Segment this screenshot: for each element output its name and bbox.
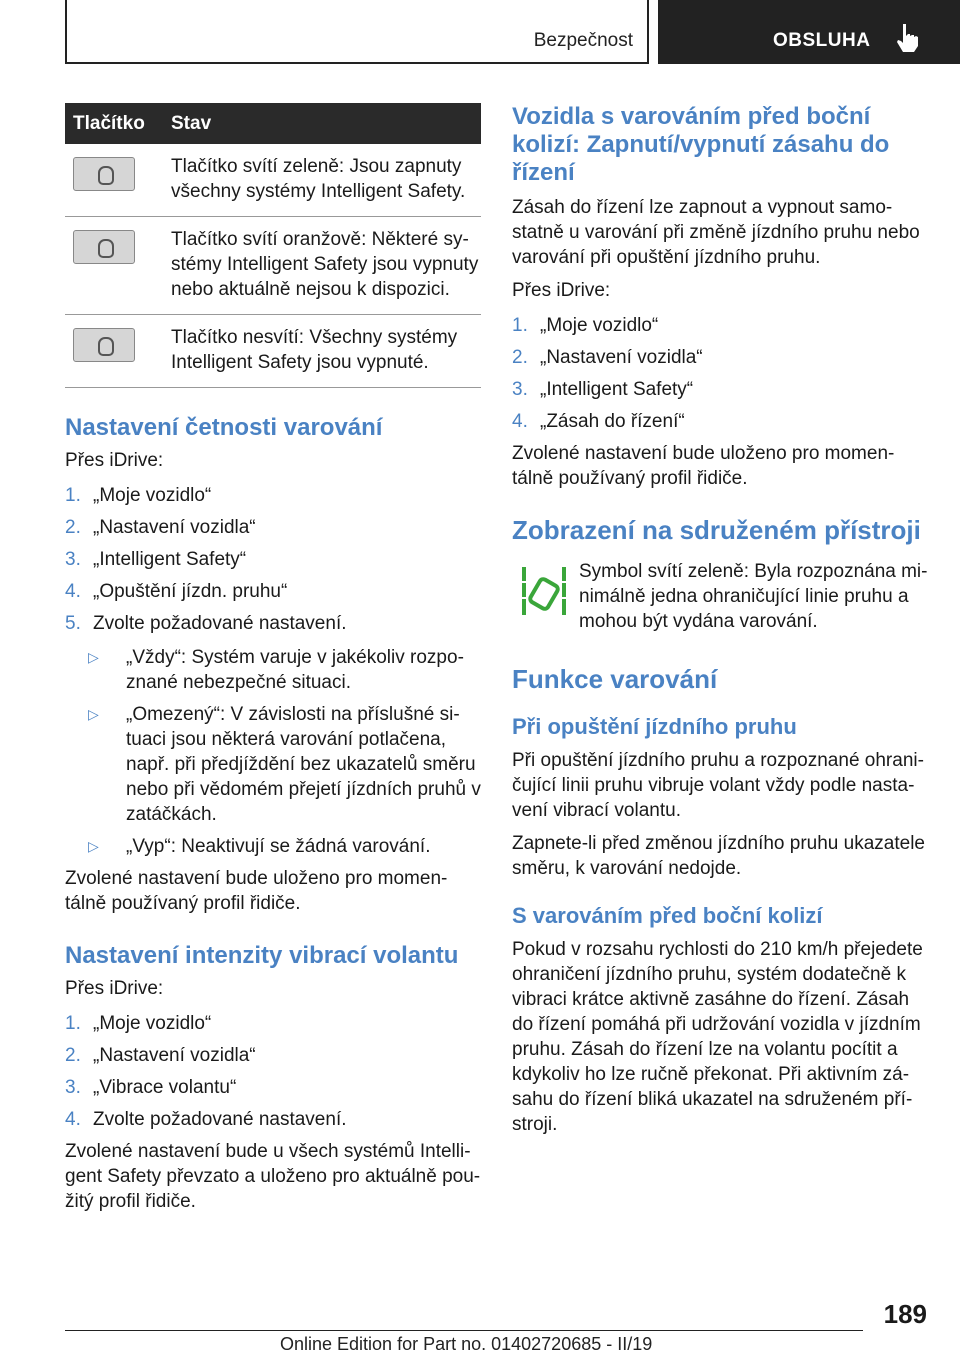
list-item: 1. „Moje vozidlo“ (65, 1013, 212, 1034)
table-row (65, 315, 481, 388)
section-heading: Funkce varování (512, 664, 718, 694)
paragraph: Přes iDrive: (65, 450, 164, 471)
list-item: ▷ „Vždy“: Systém varuje v jakékoliv rozpoznané nebezpečné situaci. (88, 647, 464, 693)
list-item: ▷ „Vyp“: Neaktivují se žádná varování. (88, 836, 431, 857)
list-item: 4. „Zásah do řízení“ (512, 411, 685, 432)
intelligent-safety-button-icon (73, 328, 135, 362)
list-item: 4. Zvolte požadované nastavení. (65, 1109, 347, 1130)
pointing-hand-icon (894, 22, 922, 54)
list-item: 2. „Nastavení vozidla“ (65, 1045, 256, 1066)
subsection-heading: Při opuštění jízdního pruhu (512, 714, 797, 739)
triangle-bullet-icon: ▷ (88, 649, 99, 665)
paragraph: Zapnete-li před změnou jízdního pruhu ukazatele směru, k varování nedojde. (512, 833, 925, 879)
triangle-bullet-icon: ▷ (88, 706, 99, 722)
table-cell: Tlačítko svítí zeleně: Jsou zapnuty všechny systémy Intelligent Safety. (171, 144, 481, 217)
paragraph: Zvolené nastavení bude u všech systémů Intelligent Safety převzato a uloženo pro aktuálně použitý profil řidiče. (65, 1141, 481, 1212)
list-item: 3. „Intelligent Safety“ (512, 379, 694, 400)
paragraph: Zvolené nastavení bude uloženo pro momentálně používaný profil řidiče. (512, 443, 895, 489)
list-item: 5. Zvolte požadované nastavení. (65, 613, 347, 634)
triangle-bullet-icon: ▷ (88, 838, 99, 854)
numbered-list (512, 313, 928, 434)
numbered-list (65, 1011, 481, 1132)
header-section-box (65, 0, 649, 64)
intelligent-safety-button-icon (73, 157, 135, 191)
header-chapter: OBSLUHA (773, 30, 871, 51)
paragraph: Symbol svítí zeleně: Byla rozpoznána minimálně jedna ohraničující linie pruhu a mohou být vydána varování. (579, 561, 928, 632)
list-item: 2. „Nastavení vozidla“ (65, 517, 256, 538)
numbered-list (65, 483, 481, 636)
header-section: Bezpečnost (533, 30, 633, 51)
section-heading: Zobrazení na sdruženém přístroji (512, 515, 921, 545)
footer-divider (65, 1330, 863, 1331)
intelligent-safety-button-icon (73, 230, 135, 264)
header-chapter-box (658, 0, 960, 64)
paragraph: Při opuštění jízdního pruhu a rozpoznané ohraničující linii pruhu vibruje volant vždy podle nastavení vibrací volantu. (512, 750, 924, 821)
page-number: 189 (883, 1299, 927, 1329)
table-row (65, 217, 481, 315)
left-column (65, 103, 481, 1214)
paragraph: Zvolené nastavení bude uloženo pro momentálně používaný profil řidiče. (65, 868, 448, 914)
list-item: 4. „Opuštění jízdn. pruhu“ (65, 581, 288, 602)
list-item: 3. „Intelligent Safety“ (65, 549, 247, 570)
paragraph: Zásah do řízení lze zapnout a vypnout samostatně u varování při změně jízdního pruhu nebo varování při opuštění jízdního pruhu. (512, 197, 920, 268)
paragraph: Přes iDrive: (65, 978, 164, 999)
list-item: 3. „Vibrace volantu“ (65, 1077, 237, 1098)
section-heading: Nastavení četnosti varování (65, 414, 383, 441)
list-item: ▷ „Omezený“: V závislosti na příslušné situaci jsou některá varování potlačena, např. při předjíždění bez ukazatelů směru nebo při vědomém přejetí jízdních pruhů v zatáčkách. (88, 704, 481, 825)
table-cell: Tlačítko svítí oranžově: Některé systémy Intelligent Safety jsou vypnuty nebo aktuálně nejsou k dispozici. (171, 217, 481, 315)
section-heading: Nastavení intenzity vibrací volantu (65, 942, 459, 969)
table-row (65, 144, 481, 217)
symbol-row (512, 559, 928, 634)
right-column (512, 103, 928, 1137)
list-item: 1. „Moje vozidlo“ (512, 315, 659, 336)
table-header-button: Tlačítko (65, 103, 171, 144)
lane-departure-symbol-icon (520, 565, 568, 617)
list-item: 2. „Nastavení vozidla“ (512, 347, 703, 368)
list-item: 1. „Moje vozidlo“ (65, 485, 212, 506)
subsection-heading: S varováním před boční kolizí (512, 903, 823, 928)
paragraph: Pokud v rozsahu rychlosti do 210 km/h přejedete ohraničení jízdního pruhu, systém dodatečně k vibraci krátce aktivně zasáhne do řízení. Zásah do řízení pomáhá při udržování vozidla v jízdním pruhu. Zásah do řízení lze na volantu pocítit a kdykoliv ho lze ručně překonat. Při aktivním zásahu do řízení bliká ukazatel na sdruženém přístroji. (512, 939, 923, 1135)
section-heading: Vozidla s varováním před boční kolizí: Zapnutí/vypnutí zásahu do řízení (512, 103, 890, 186)
table-header-state: Stav (171, 103, 481, 144)
footer-edition: Online Edition for Part no. 01402720685 - II/19 (280, 1334, 653, 1354)
option-list (65, 645, 481, 859)
paragraph: Přes iDrive: (512, 280, 611, 301)
table-cell: Tlačítko nesvítí: Všechny systémy Intelligent Safety jsou vypnuté. (171, 315, 481, 388)
button-status-table (65, 103, 481, 388)
